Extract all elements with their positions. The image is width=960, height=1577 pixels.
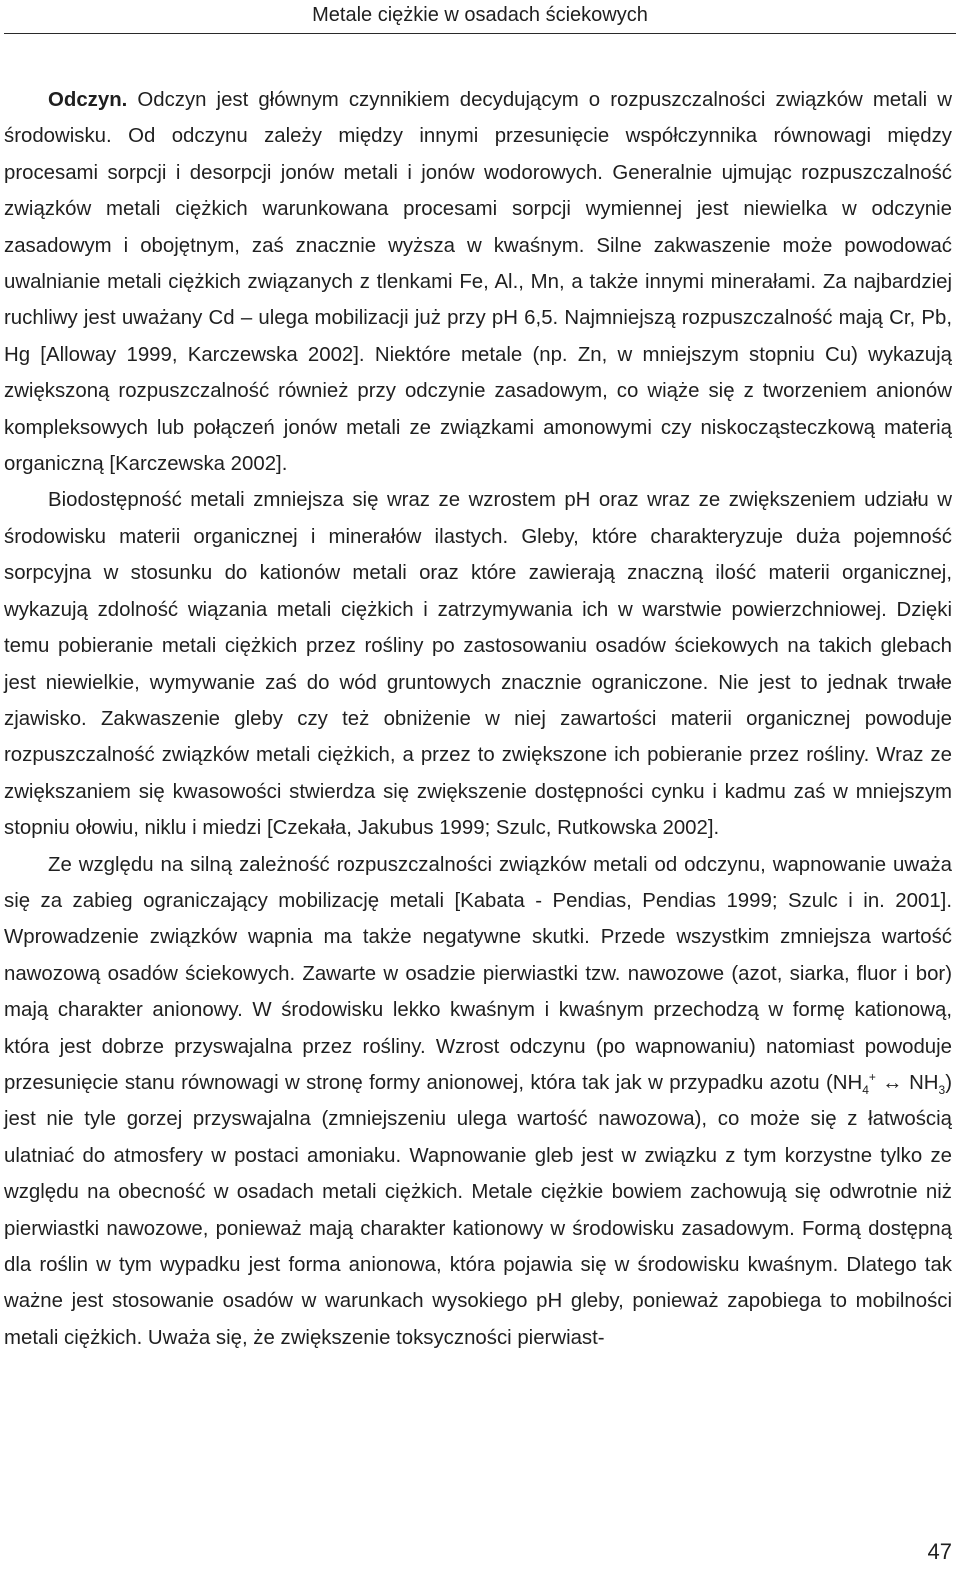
paragraph-wapnowanie-text-after: ) jest nie tyle gorzej przyswajalna (zmniejszeniu ulega wartość nawozowa), co może się z łatwością ulatniać do atmosfery w postaci amoniaku. Wapnowanie gleb jest w związku z tym korzystne tylko ze względu na obecność w osadach metali ciężkich. Metale ciężkie bowiem zachowują się odwrotnie niż pierwiastki nawozowe, ponieważ mają charakter kationowy w środowisku zasadowym. Formą dostępną dla roślin w tym wypadku jest forma anionowa, która pojawia się w środowisku kwaśnym. Dlatego tak ważne jest stosowanie osadów w warunkach wysokiego pH gleby, ponieważ zapobiega to mobilności metali ciężkich. Uważa się, że zwiększenie toksyczności pierwiast- xyxy=(4,1071,952,1349)
paragraph-biodostepnosc: Biodostępność metali zmniejsza się wraz ze wzrostem pH oraz wraz ze zwiększeniem udziału w środowisku materii organicznej i minerałów ilastych. Gleby, które charakteryzuje duża pojemność sorpcyjna w stosunku do kationów metali oraz które zawierają znaczną ilość materii organicznej, wykazują zdolność wiązania metali ciężkich i zatrzymywania ich w warstwie powierzchniowej. Dzięki temu pobieranie metali ciężkich przez rośliny po zastosowaniu osadów ściekowych na takich glebach jest niewielkie, wymywanie zaś do wód gruntowych znacznie ograniczone. Nie jest to jednak trwałe zjawisko. Zakwaszenie gleby czy też obniżenie w niej zawartości materii organicznej powoduje rozpuszczalność związków metali ciężkich, a przez to zwiększone ich pobieranie przez rośliny. Wraz ze zwiększaniem się kwasowości stwierdza się zwiększenie dostępności cynku i kadmu zaś w mniejszym stopniu ołowiu, niklu i miedzi [Czekała, Jakubus 1999; Szulc, Rutkowska 2002]. xyxy=(4,489,952,840)
header-rule xyxy=(4,33,956,34)
page-number: 47 xyxy=(927,1539,952,1564)
paragraph-lead-term: Odczyn. xyxy=(48,89,128,111)
paragraph-wapnowanie xyxy=(4,847,952,1357)
paragraph-odczyn xyxy=(4,82,952,482)
running-header xyxy=(0,0,960,29)
equilibrium-arrow: ↔ xyxy=(875,1071,910,1094)
paragraph-odczyn-text: Odczyn jest głównym czynnikiem decydującym o rozpuszczalności związków metali w środowisku. Od odczynu zależy między innymi przesunięcie współczynnika równowagi między procesami sorpcji i desorpcji jonów metali i jonów wodorowych. Generalnie ujmując rozpuszczalność związków metali ciężkich warunkowana procesami sorpcji wymiennej jest niewielka w odczynie zasadowym i obojętnym, zaś znacznie wyższa w kwaśnym. Silne zakwaszenie może powodować uwalnianie metali ciężkich związanych z tlenkami Fe, Al., Mn, a także innymi minerałami. Za najbardziej ruchliwy jest uważany Cd – ulega mobilizacji już przy pH 6,5. Najmniejszą rozpuszczalność mają Cr, Pb, Hg [Alloway 1999, Karczewska 2002]. Niektóre metale (np. Zn, w mniejszym stopniu Cu) wykazują zwiększoną rozpuszczalność również przy odczynie zasadowym, co wiąże się z tworzeniem anionów kompleksowych lub połączeń jonów metali ze związkami amonowymi czy niskocząsteczkową materią organiczną [Karczewska 2002]. xyxy=(4,89,952,476)
body-text xyxy=(4,82,952,1356)
chemical-formula-ammonium: $NH_4^+$ ↔ $NH_3$ xyxy=(832,1070,946,1098)
running-header-title: Metale ciężkie w osadach ściekowych xyxy=(312,4,648,26)
paragraph-wapnowanie-text-before: Ze względu na silną zależność rozpuszczalności związków metali od odczynu, wapnowanie uważa się za zabieg ograniczający mobilizację metali [Kabata - Pendias, Pendias 1999; Szulc i in. 2001]. Wprowadzenie związków wapnia ma także negatywne skutki. Przede wszystkim zmniejsza wartość nawozową osadów ściekowych. Zawarte w osadzie pierwiastki tzw. nawozowe (azot, siarka, fluor i bor) mają charakter anionowy. W środowisku lekko kwaśnym i kwaśnym przechodzą w formę kationową, która jest dobrze przyswajalna przez rośliny. Wzrost odczynu (po wapnowaniu) natomiast powoduje przesunięcie stanu równowagi w stronę formy anionowej, która tak jak w przypadku azotu ( xyxy=(4,853,952,1094)
